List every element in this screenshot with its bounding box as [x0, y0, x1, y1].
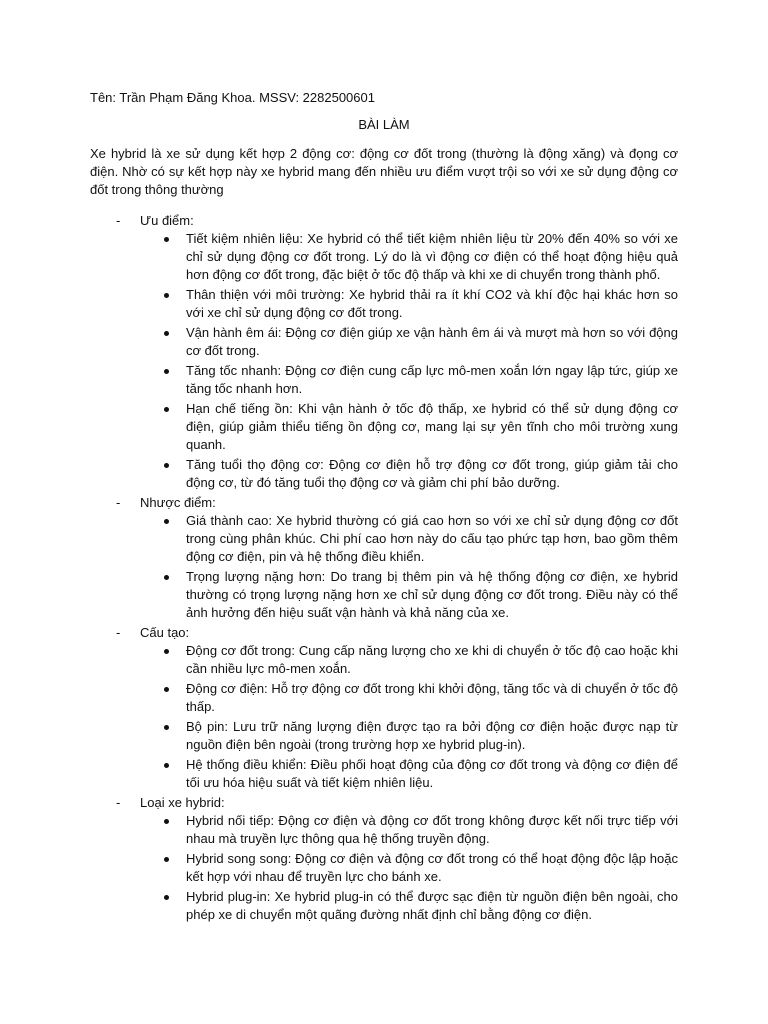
bullet-icon	[164, 725, 169, 730]
bullet-text: Hệ thống điều khiển: Điều phối hoạt động của động cơ đốt trong và động cơ điện để tối ưu hóa hiệu suất và tiết kiệm nhiên liệu.	[186, 757, 678, 790]
document-title: BÀI LÀM	[358, 117, 410, 132]
intro-paragraph: Xe hybrid là xe sử dụng kết hợp 2 động cơ: động cơ đốt trong (thường là động xăng) và đọng cơ điện. Nhờ có sự kết hợp này xe hybrid mang đến nhiều ưu điểm vượt trội so với xe sử dụng động cơ đốt trong thông thường	[90, 146, 678, 197]
dash-marker: -	[116, 625, 121, 640]
bullet-list	[140, 642, 678, 792]
student-info: Tên: Trần Phạm Đăng Khoa. MSSV: 2282500601	[90, 90, 375, 105]
bullet-item	[140, 456, 678, 492]
bullet-item	[140, 230, 678, 284]
bullet-text: Trọng lượng nặng hơn: Do trang bị thêm pin và hệ thống động cơ điện, xe hybrid thường có trọng lượng nặng hơn xe chỉ sử dụng động cơ đốt trong. Điều này có thể ảnh hưởng đến hiệu suất vận hành và khả năng của xe.	[186, 569, 678, 620]
bullet-text: Vận hành êm ái: Động cơ điện giúp xe vận hành êm ái và mượt mà hơn so với động cơ đốt trong.	[186, 325, 678, 358]
bullet-text: Động cơ điện: Hỗ trợ động cơ đốt trong khi khởi động, tăng tốc và di chuyển ở tốc độ thấp.	[186, 681, 678, 714]
section-heading: Nhược điểm:	[140, 495, 216, 510]
bullet-item	[140, 850, 678, 886]
bullet-list	[140, 230, 678, 492]
bullet-text: Động cơ đốt trong: Cung cấp năng lượng cho xe khi di chuyển ở tốc độ cao hoặc khi cần nhiều lực mô-men xoắn.	[186, 643, 678, 676]
bullet-icon	[164, 687, 169, 692]
bullet-icon	[164, 237, 169, 242]
bullet-item	[140, 324, 678, 360]
bullet-item	[140, 512, 678, 566]
bullet-list	[140, 812, 678, 924]
bullet-item	[140, 362, 678, 398]
bullet-text: Tiết kiệm nhiên liệu: Xe hybrid có thể tiết kiệm nhiên liệu từ 20% đến 40% so với xe chỉ sử dụng động cơ đốt trong. Lý do là vì động cơ điện có thể hoạt động hiệu quả hơn động cơ đốt trong, đặc biệt ở tốc độ thấp và khi xe di chuyển trong thành phố.	[186, 231, 678, 282]
bullet-item	[140, 756, 678, 792]
bullet-text: Hybrid nối tiếp: Động cơ điện và động cơ đốt trong không được kết nối trực tiếp với nhau mà truyền lực thông qua hệ thống truyền động.	[186, 813, 678, 846]
bullet-item	[140, 812, 678, 848]
dash-marker: -	[116, 495, 121, 510]
bullet-icon	[164, 369, 169, 374]
bullet-icon	[164, 575, 169, 580]
section-disadvantages	[90, 494, 678, 622]
bullet-text: Tăng tuổi thọ động cơ: Động cơ điện hỗ trợ động cơ đốt trong, giúp giảm tải cho động cơ, từ đó tăng tuổi thọ động cơ và giảm chi phí bảo dưỡng.	[186, 457, 678, 490]
bullet-item	[140, 888, 678, 924]
bullet-item	[140, 718, 678, 754]
section-heading: Cấu tạo:	[140, 625, 190, 640]
bullet-text: Hạn chế tiếng ồn: Khi vận hành ở tốc độ thấp, xe hybrid có thể sử dụng động cơ điện, giúp giảm thiểu tiếng ồn động cơ, mang lại sự yên tĩnh cho môi trường xung quanh.	[186, 401, 678, 452]
section-list	[90, 212, 678, 924]
bullet-icon	[164, 895, 169, 900]
bullet-text: Hybrid plug-in: Xe hybrid plug-in có thể được sạc điện từ nguồn điện bên ngoài, cho phép xe di chuyển một quãng đường nhất định chỉ bằng động cơ điện.	[186, 889, 678, 922]
bullet-text: Bộ pin: Lưu trữ năng lượng điện được tạo ra bởi động cơ điện hoặc được nạp từ nguồn điện bên ngoài (trong trường hợp xe hybrid plug-in).	[186, 719, 678, 752]
dash-marker: -	[116, 213, 121, 228]
section-structure	[90, 624, 678, 792]
bullet-item	[140, 642, 678, 678]
bullet-icon	[164, 407, 169, 412]
bullet-item	[140, 568, 678, 622]
bullet-item	[140, 286, 678, 322]
bullet-item	[140, 680, 678, 716]
bullet-text: Giá thành cao: Xe hybrid thường có giá cao hơn so với xe chỉ sử dụng động cơ đốt trong cùng phân khúc. Chi phí cao hơn này do cấu tạo phức tạp hơn, bao gồm thêm động cơ điện, pin và hệ thống điều khiển.	[186, 513, 678, 564]
bullet-item	[140, 400, 678, 454]
bullet-list	[140, 512, 678, 622]
bullet-icon	[164, 763, 169, 768]
bullet-icon	[164, 819, 169, 824]
dash-marker: -	[116, 795, 121, 810]
section-heading: Loại xe hybrid:	[140, 795, 225, 810]
bullet-text: Tăng tốc nhanh: Động cơ điện cung cấp lực mô-men xoắn lớn ngay lập tức, giúp xe tăng tốc nhanh hơn.	[186, 363, 678, 396]
section-advantages	[90, 212, 678, 492]
bullet-icon	[164, 331, 169, 336]
bullet-icon	[164, 519, 169, 524]
bullet-icon	[164, 649, 169, 654]
bullet-icon	[164, 463, 169, 468]
bullet-text: Hybrid song song: Động cơ điện và động cơ đốt trong có thể hoạt động độc lập hoặc kết hợp với nhau để truyền lực cho bánh xe.	[186, 851, 678, 884]
bullet-text: Thân thiện với môi trường: Xe hybrid thải ra ít khí CO2 và khí độc hại khác hơn so với xe chỉ sử dụng động cơ đốt trong.	[186, 287, 678, 320]
section-hybrid-types	[90, 794, 678, 924]
bullet-icon	[164, 857, 169, 862]
section-heading: Ưu điểm:	[140, 213, 194, 228]
bullet-icon	[164, 293, 169, 298]
